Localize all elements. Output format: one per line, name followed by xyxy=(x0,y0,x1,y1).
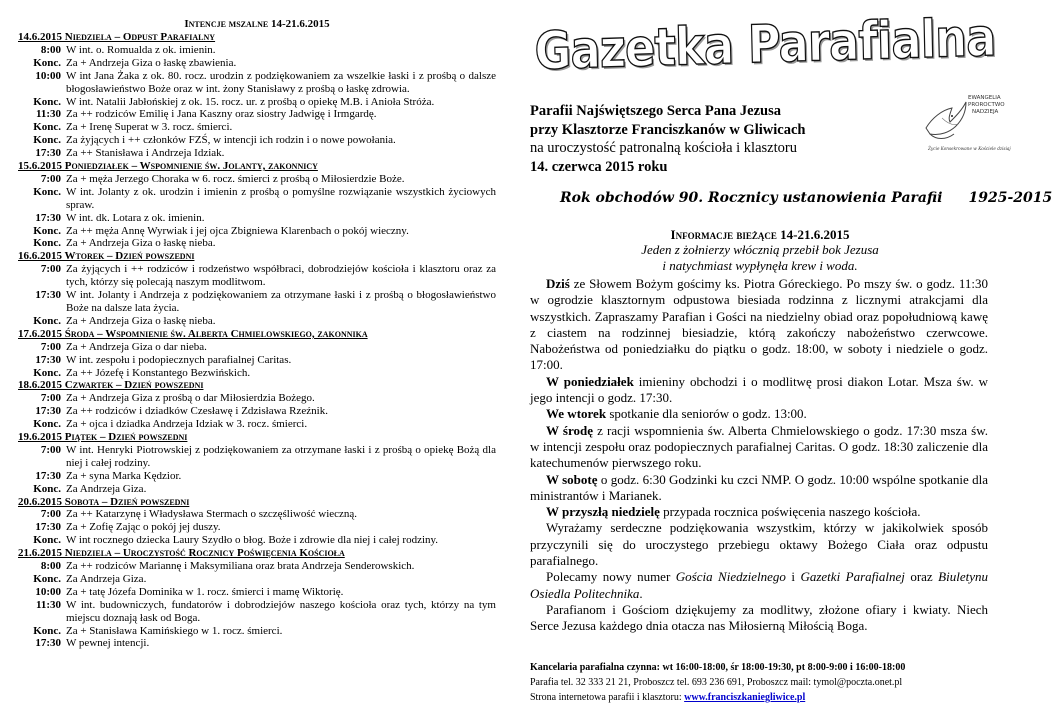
intention-text: W int. budowniczych, fundatorów i dobrodziejów naszego kościoła oraz tych, którzy na tym miejscu doznają łask od Boga. xyxy=(66,598,496,624)
text-today: ze Słowem Bożym gościmy ks. Piotra Góreckiego. Po mszy św. o godz. 11:30 w ogrodzie klasztornym odpustowa biesiada rodzinna z licznymi atrakcjami dla wszystkich. Zapraszamy Parafian i Gości na niedzielny obiad oraz popołudniową kawę z ciastem na rodzinnej biesiadzie, którą zakończy nabożeństwo czerwcowe. Nabożeństwa od poniedziałku do piątku o godz. 18:00, w soboty i niedziele o godz. 17:00. xyxy=(530,276,988,373)
intention-row xyxy=(18,560,496,573)
recommend-c: oraz xyxy=(904,569,939,585)
day-header: 18.6.2015 Czwartek – Dzień powszedni xyxy=(18,379,204,392)
intention-time: Konc. xyxy=(33,624,61,637)
day-header: 16.6.2015 Wtorek – Dzień powszedni xyxy=(18,250,195,263)
info-title: Informacje bieżące 14-21.6.2015 xyxy=(670,227,850,242)
day-header: 21.6.2015 Niedziela – Uroczystość Rocznicy Poświęcenia Kościoła xyxy=(18,547,345,560)
intention-row xyxy=(18,186,496,212)
intention-row xyxy=(18,392,496,405)
intention-text: Za + Irenę Superat w 3. rocz. śmierci. xyxy=(66,121,233,134)
intention-row xyxy=(18,573,496,586)
intention-time: 17:30 xyxy=(35,521,61,534)
intention-text: Za ++ rodziców Mariannę i Maksymiliana oraz brata Andrzeja Senderowskich. xyxy=(66,560,415,573)
intention-row xyxy=(18,354,496,367)
lead-wednesday: W środę xyxy=(546,422,593,438)
intention-row xyxy=(18,70,496,96)
intention-row xyxy=(18,147,496,160)
intention-row xyxy=(18,625,496,638)
intention-text: W int. zespołu i podopiecznych parafialnej Caritas. xyxy=(66,353,292,366)
intention-text: W int. Jolanty z ok. urodzin i imienin z prośbą o pomyślne rozwiązanie wszystkich życiowych spraw. xyxy=(66,185,496,211)
intention-time: Konc. xyxy=(33,95,61,108)
intention-time: 7:00 xyxy=(40,340,61,353)
announcement-recommend xyxy=(530,569,988,602)
intention-row xyxy=(18,586,496,599)
intention-time: 10:00 xyxy=(35,585,61,598)
intention-time: 17:30 xyxy=(35,405,61,418)
intention-time: Konc. xyxy=(33,482,61,495)
recommend-a: Polecamy nowy numer xyxy=(546,569,676,585)
intention-row xyxy=(18,405,496,418)
intention-row xyxy=(18,508,496,521)
lead-tuesday: We wtorek xyxy=(546,406,607,422)
recommend-biuletyn: Biuletynu Osiedla Politechnika xyxy=(530,569,988,601)
intention-row xyxy=(18,44,496,57)
intention-row xyxy=(18,96,496,109)
intention-time: 17:30 xyxy=(35,469,61,482)
intention-text: Za + ojca i dziadka Andrzeja Idziak w 3. rocz. śmierci. xyxy=(66,418,308,431)
announcement-thanks: Wyrażamy serdeczne podziękowania wszystkim, którzy w jakikolwiek sposób przyczynili się do uroczystego przebiegu oktawy Bożego Ciała oraz odpustu parafialnego. xyxy=(530,520,988,569)
intention-row xyxy=(18,108,496,121)
intention-text: Za + Zofię Zając o pokój jej duszy. xyxy=(66,521,221,534)
intention-row xyxy=(18,341,496,354)
intention-time: Konc. xyxy=(33,185,61,198)
web-label: Strona internetowa parafii i klasztoru: xyxy=(530,692,685,703)
intention-row xyxy=(18,121,496,134)
intention-time: 17:30 xyxy=(35,211,61,224)
intention-row xyxy=(18,470,496,483)
intention-text: W int rocznego dziecka Laury Szydło o błog. Boże i zdrowie dla niej i całej rodziny. xyxy=(66,534,439,547)
intention-time: 7:00 xyxy=(40,443,61,456)
recommend-gosc: Gościa Niedzielnego xyxy=(675,569,786,585)
intention-row xyxy=(18,57,496,70)
logo-text-2: PROROCTWO xyxy=(968,102,1005,108)
logo-caption: Życie Konsekrowane w Kościele dzisiaj xyxy=(928,146,1011,151)
recommend-b: i xyxy=(785,569,801,585)
intention-row xyxy=(18,315,496,328)
office-hours: Kancelaria parafialna czynna: wt 16:00-18:00, śr 18:00-19:30, pt 8:00-9:00 i 16:00-18:00 xyxy=(530,662,906,673)
intention-text: Za Andrzeja Giza. xyxy=(66,572,147,585)
intention-text: Za ++ rodziców i dziadków Czesławę i Zdzisława Rzeźnik. xyxy=(66,405,328,418)
anniversary-text: Rok obchodów 90. Rocznicy ustanowienia Parafii xyxy=(560,190,943,206)
text-monday: imieniny obchodzi i o modlitwę prosi diakon Lotar. Msza św. w jego intencji o godz. 17:30. xyxy=(530,373,988,406)
intention-text: Za + Andrzeja Giza o łaskę nieba. xyxy=(66,237,216,250)
announcement-closing: Parafianom i Gościom dziękujemy za modlitwy, złożone ofiary i kwiaty. Niech Serce Jezusa każdego dnia otacza nas Miłosierną Miłością Boga. xyxy=(530,601,988,634)
day-header: 20.6.2015 Sobota – Dzień powszedni xyxy=(18,495,190,508)
intention-text: Za Andrzeja Giza. xyxy=(66,482,147,495)
intention-time: Konc. xyxy=(33,121,61,134)
intention-time: 17:30 xyxy=(35,147,61,160)
announcements xyxy=(530,276,988,635)
intention-time: Konc. xyxy=(33,56,61,69)
day-header: 17.6.2015 Środa – Wspomnienie św. Alberta Chmielowskiego, zakonnika xyxy=(18,327,368,340)
intention-text: W int Jana Żaka z ok. 80. rocz. urodzin z podziękowaniem za wszelkie łaski i z prośbą o dalsze błogosławieństwo Boże oraz w int. żony Stanisławy z prośbą o łaskę zdrowia. xyxy=(66,69,496,95)
announcement-monday xyxy=(530,374,988,407)
intention-row xyxy=(18,483,496,496)
lead-saturday: W sobotę xyxy=(546,471,598,487)
recommend-d: . xyxy=(639,585,643,601)
intention-time: Konc. xyxy=(33,224,61,237)
announcement-saturday xyxy=(530,472,988,505)
gospel-quote xyxy=(530,242,990,274)
logo-text-3: NADZIEJA xyxy=(972,109,999,115)
recommend-gazetka: Gazetki Parafialnej xyxy=(800,569,905,585)
day-header: 14.6.2015 Niedziela – Odpust Parafialny xyxy=(18,31,216,43)
lead-next-sunday: W przyszłą niedzielę xyxy=(546,504,660,520)
lead-monday: W poniedziałek xyxy=(546,373,634,389)
intention-text: Za + Andrzeja Giza z prośbą o dar Miłosierdzia Bożego. xyxy=(66,392,315,405)
intention-time: 11:30 xyxy=(35,108,61,121)
intention-time: 7:00 xyxy=(40,172,61,185)
office-web xyxy=(530,690,1000,705)
intention-text: Za ++ Stanisława i Andrzeja Idziak. xyxy=(66,147,225,160)
text-wednesday: z racji wspomnienia św. Alberta Chmielowskiego o godz. 17:30 msza św. w intencji zespołu oraz podopiecznych parafialnej Caritas. O godz. 18:30 zaliczenie dla katechumenów pierwszego roku. xyxy=(530,422,989,471)
intention-time: 8:00 xyxy=(40,560,61,573)
intention-row xyxy=(18,134,496,147)
intention-text: Za + syna Marka Kędzior. xyxy=(66,469,182,482)
intention-time: 7:00 xyxy=(40,263,61,276)
announcement-next-sunday xyxy=(530,504,988,520)
intention-text: Za + Stanisława Kamińskiego w 1. rocz. śmierci. xyxy=(66,624,283,637)
text-tuesday: spotkanie dla seniorów o godz. 13:00. xyxy=(606,406,807,422)
intention-time: 17:30 xyxy=(35,353,61,366)
intention-time: Konc. xyxy=(33,237,61,250)
intention-text: Za + tatę Józefa Dominika w 1. rocz. śmierci i mamę Wiktorię. xyxy=(66,585,344,598)
intention-text: W int. Jolanty i Andrzeja z podziękowaniem za otrzymane łaski i z prośbą o błogosławieństwo Boże na dalsze lata życia. xyxy=(66,289,496,314)
text-saturday: o godz. 6:30 Godzinki ku czci NMP. O godz. 10:00 wspólne spotkanie dla ministrantów i Marianek. xyxy=(530,471,989,503)
announcement-today xyxy=(530,276,988,374)
parish-line-4: 14. czerwca 2015 roku xyxy=(530,158,668,175)
intention-row xyxy=(18,534,496,547)
intention-text: Za ++ rodziców Emilię i Jana Kaszny oraz siostry Jadwigę i Irmgardę. xyxy=(66,108,377,121)
intention-row xyxy=(18,444,496,470)
intention-row xyxy=(18,263,496,289)
intention-text: Za + Andrzeja Giza o dar nieba. xyxy=(66,340,207,353)
intention-text: Za ++ Józefę i Konstantego Bezwińskich. xyxy=(66,366,251,379)
intention-time: 8:00 xyxy=(40,43,61,56)
intention-text: Za ++ męża Annę Wyrwiak i jej ojca Zbigniewa Klarenbach o pokój wieczny. xyxy=(66,224,409,237)
dove-logo-icon xyxy=(922,88,1011,160)
parish-info xyxy=(530,102,860,176)
logo-text-1: EWANGELIA xyxy=(968,95,1001,101)
intention-text: W int. Natalii Jabłońskiej z ok. 15. rocz. ur. z prośbą o opiekę M.B. i Anioła Stróża. xyxy=(66,95,435,108)
intention-text: Za + męża Jerzego Choraka w 6. rocz. śmierci z prośbą o Miłosierdzie Boże. xyxy=(66,172,405,185)
intention-row xyxy=(18,521,496,534)
intention-time: 11:30 xyxy=(35,598,61,611)
intentions-title: Intencje mszalne 14-21.6.2015 xyxy=(184,18,330,30)
day-header: 19.6.2015 Piątek – Dzień powszedni xyxy=(18,431,188,444)
parish-line-3: na uroczystość patronalną kościoła i klasztoru xyxy=(530,140,797,156)
intention-time: 7:00 xyxy=(40,508,61,521)
mass-intentions-column xyxy=(18,18,496,650)
intention-row xyxy=(18,289,496,315)
intention-time: Konc. xyxy=(33,534,61,547)
intention-row xyxy=(18,237,496,250)
lead-today: Dziś xyxy=(546,276,570,291)
intention-time: Konc. xyxy=(33,314,61,327)
intention-text: W pewnej intencji. xyxy=(66,637,150,650)
masthead-title: Gazetka Parafialna xyxy=(534,7,997,82)
intention-time: 17:30 xyxy=(35,637,61,650)
intention-row xyxy=(18,418,496,431)
parish-line-1: Parafii Najświętszego Serca Pana Jezusa xyxy=(530,103,782,119)
intention-text: W int. o. Romualda z ok. imienin. xyxy=(66,43,216,56)
intention-row xyxy=(18,173,496,186)
intention-time: 17:30 xyxy=(35,289,61,302)
intention-text: Za żyjących i ++ członków FZŚ, w intencji ich rodzin i o nowe powołania. xyxy=(66,134,396,147)
office-contact: Parafia tel. 32 333 21 21, Proboszcz tel. 693 236 691, Proboszcz mail: tymol@poczta.onet.pl xyxy=(530,677,903,688)
announcement-wednesday xyxy=(530,423,988,472)
day-header: 15.6.2015 Poniedziałek – Wspomnienie św. Jolanty, zakonnicy xyxy=(18,160,318,173)
quote-line-1: Jeden z żołnierzy włócznią przebił bok Jezusa xyxy=(641,242,879,257)
intention-time: 7:00 xyxy=(40,392,61,405)
intention-time: Konc. xyxy=(33,418,61,431)
intention-text: Za + Andrzeja Giza o łaskę nieba. xyxy=(66,314,216,327)
quote-line-2: i natychmiast wypłynęła krew i woda. xyxy=(662,258,858,273)
intention-text: W int. dk. Lotara z ok. imienin. xyxy=(66,211,205,224)
intention-time: Konc. xyxy=(33,134,61,147)
parish-line-2: przy Klasztorze Franciszkanów w Gliwicach xyxy=(530,121,806,138)
text-next-sunday: przypada rocznica poświęcenia naszego kościoła. xyxy=(659,504,921,520)
intention-time: Konc. xyxy=(33,366,61,379)
intention-row xyxy=(18,637,496,650)
intention-row xyxy=(18,212,496,225)
intention-text: W int. Henryki Piotrowskiej z podziękowaniem za otrzymane łaski i z prośbą o opiekę Bożą dla niej i całej rodziny. xyxy=(66,443,496,469)
anniversary-years: 1925-2015 xyxy=(968,190,1052,206)
office-info xyxy=(530,660,1000,705)
intention-text: Za żyjących i ++ rodziców i rodzeństwo współbraci, dobrodziejów kościoła i klasztoru oraz za tych, którzy się polecają naszym modlitwom. xyxy=(66,263,496,289)
intentions-list xyxy=(18,31,496,650)
website-link[interactable]: www.franciszkaniegliwice.pl xyxy=(684,692,806,703)
intention-row xyxy=(18,225,496,238)
intention-text: Za + Andrzeja Giza o łaskę zbawienia. xyxy=(66,56,237,69)
intention-row xyxy=(18,367,496,380)
anniversary-banner xyxy=(560,190,1052,206)
intention-time: 10:00 xyxy=(35,69,61,82)
intention-row xyxy=(18,599,496,625)
announcement-tuesday xyxy=(530,406,988,422)
intention-text: Za ++ Katarzynę i Władysława Stermach o szczęśliwość wieczną. xyxy=(66,508,358,521)
intention-time: Konc. xyxy=(33,572,61,585)
